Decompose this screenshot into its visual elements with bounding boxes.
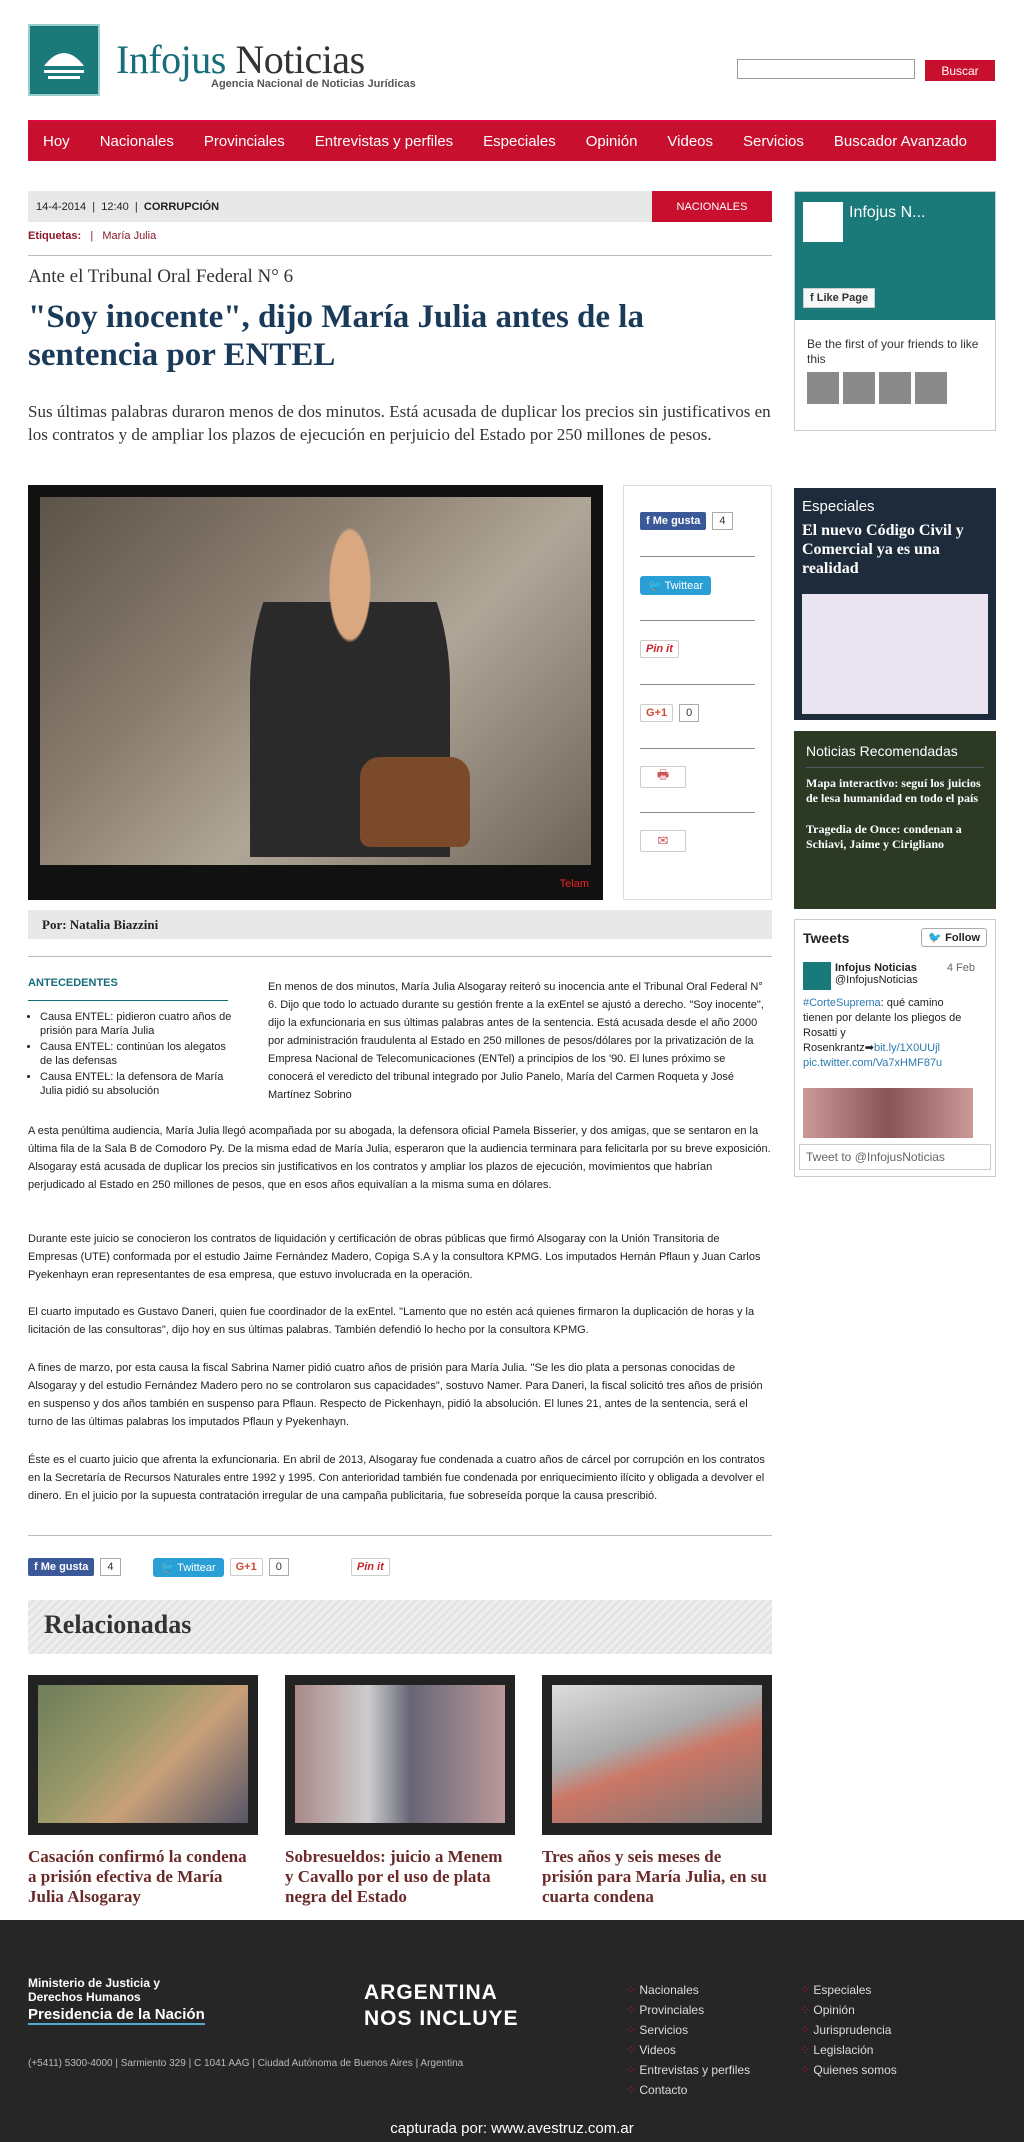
article-date: 14-4-2014 <box>36 200 87 213</box>
twitter-bird-icon: 🐦 <box>648 579 662 592</box>
fb-like-button[interactable]: f Me gusta <box>28 1558 94 1576</box>
body-paragraph: El cuarto imputado es Gustavo Daneri, quien fue coordinador de la exEntel. "Lamento que no estén acá quienes firmaron la duplicación de horas y la licitación de las consultoras", dijo hoy en sus últimas palabras. También defendió lo hecho por la consultora KPMG. <box>28 1306 755 1336</box>
body-paragraph: Durante este juicio se conocieron los contratos de liquidación y certificación de obras públicas que firmó Alsogaray con la Unión Transitoria de Empresas (UTE) conformada por el estudio Jaime Fernández Madero, Copiga S.A y la consultora KPMG. Los imputados Hernán Pflaun y Juan Carlos Pyekenhayn eran representantes de esa empresa, que estuvo involucrada en la operación. <box>28 1233 761 1281</box>
article-time: 12:40 <box>101 200 129 213</box>
tweet-compose-input[interactable]: Tweet to @InfojusNoticias <box>799 1144 991 1170</box>
nav-item-provinciales[interactable]: Provinciales <box>203 132 285 150</box>
related-caption[interactable]: Tres años y seis meses de prisión para María Julia, en su cuarta condena <box>542 1847 767 1906</box>
recomendadas-title: Noticias Recomendadas <box>806 743 958 759</box>
especiales-image[interactable] <box>802 594 988 714</box>
nav-item-hoy[interactable]: Hoy <box>43 132 70 150</box>
nav-item-buscador[interactable]: Buscador Avanzado <box>833 132 968 150</box>
nav-item-nacionales[interactable]: Nacionales <box>99 132 174 150</box>
article-meta-bar: 14-4-2014 | 12:40 | CORRUPCIÓN NACIONALES <box>28 191 772 222</box>
site-footer <box>0 1920 1024 2142</box>
related-image <box>295 1685 505 1823</box>
article-photo[interactable] <box>28 485 603 900</box>
related-title: Relacionadas <box>44 1610 192 1639</box>
article-lead: Sus últimas palabras duraron menos de dos minutos. Está acusada de duplicar los precios sin justificativos en los contratos y de ampliar los plazos de ejecución en perjuicio del Estado por 250 millones de pesos. <box>28 402 771 444</box>
facebook-icon: f <box>34 1561 38 1573</box>
related-image <box>552 1685 762 1823</box>
especiales-title: Especiales <box>802 498 875 515</box>
body-paragraph: A esta penúltima audiencia, María Julia llegó acompañada por su abogada, la defensora oficial Pamela Bisserier, y dos amigas, que se sentaron en la última fila de la Sala B de Comodoro Py. De la misma edad de María Julia, esperaron que la audiencia terminara para felicitarla por su breve exposición. Alsogaray está acusada de duplicar los precios sin justificativos en los contratos y ampliar los plazos de ejecución, movimientos que habrían perjudicado al Estado en 250 millones de pesos, que en esos años equivalían a la misma suma en dólares. <box>28 1125 771 1191</box>
section-badge[interactable]: NACIONALES <box>652 191 772 222</box>
twitter-bird-icon: 🐦 <box>928 932 943 944</box>
twitter-widget <box>794 919 996 1177</box>
article-pretitle: Ante el Tribunal Oral Federal N° 6 <box>28 266 294 287</box>
fb-like-count: 4 <box>712 512 732 530</box>
antecedente-link[interactable]: • Causa ENTEL: la defensora de María Julia pidió su absolución <box>40 1070 240 1098</box>
related-caption[interactable]: Sobresueldos: juicio a Menem y Cavallo por el uso de plata negra del Estado <box>285 1847 503 1906</box>
bottom-share-bar <box>28 1556 390 1578</box>
facebook-icon: f <box>810 292 814 304</box>
antecedentes-list <box>28 1010 240 1100</box>
footer-link[interactable]: ⁘ Entrevistas y perfiles <box>626 2060 750 2080</box>
body-paragraph: En menos de dos minutos, María Julia Alsogaray reiteró su inocencia ante el Tribunal Oral Federal N° 6. Dijo que todo lo actuado durante su gestión frente a la exEntel se ajustó a derecho. "Soy inocente", dijo la exfuncionaria en sus últimas palabras antes de la sentencia. Está acusada desde el año 2000 por administración fraudulenta al Estado en 250 millones de pesos/dólares por la privatización de la Empresa Nacional de Telecomunicaciones (ENTel) a principios de los '90. El lunes próximo se conocerá el veredicto del tribunal integrado por Julio Panelo, María del Carmen Roqueta y José Martínez Sobrino <box>268 981 764 1101</box>
footer-link[interactable]: ⁘ Contacto <box>626 2080 750 2100</box>
divider <box>28 255 772 256</box>
article-byline: Por: Natalia Biazzini <box>28 910 772 939</box>
especiales-box <box>794 488 996 720</box>
facebook-page-widget <box>794 191 996 431</box>
fb-page-title[interactable]: Infojus N... <box>849 204 926 221</box>
search-button[interactable]: Buscar <box>925 60 995 81</box>
tweet-button[interactable]: 🐦 Twittear <box>640 576 711 595</box>
footer-link[interactable]: ⁘ Especiales <box>800 1980 897 2000</box>
footer-link[interactable]: ⁘ Videos <box>626 2040 750 2060</box>
logo-emblem-icon <box>28 24 100 96</box>
footer-link[interactable]: ⁘ Nacionales <box>626 1980 750 2000</box>
nav-item-opinion[interactable]: Opinión <box>585 132 638 150</box>
article-topic[interactable]: CORRUPCIÓN <box>143 200 220 213</box>
fb-page-avatar <box>803 202 843 242</box>
facebook-icon: f <box>646 515 650 527</box>
fb-friend-thumbs <box>807 372 947 404</box>
fb-like-count: 4 <box>100 1558 120 1576</box>
brand-tagline: Agencia Nacional de Noticias Jurídicas <box>211 78 416 90</box>
tweet-handle[interactable]: @InfojusNoticias <box>835 974 918 986</box>
related-image <box>38 1685 248 1823</box>
article-headline: "Soy inocente", dijo María Julia antes de la sentencia por ENTEL <box>28 299 644 373</box>
photo-image <box>40 497 591 865</box>
gplus-count: 0 <box>679 704 699 722</box>
footer-links-col2 <box>800 1980 897 2080</box>
antecedentes-title: ANTECEDENTES <box>28 977 118 989</box>
especiales-item[interactable]: El nuevo Código Civil y Comercial ya es una realidad <box>802 522 964 577</box>
footer-link[interactable]: ⁘ Provinciales <box>626 2000 750 2020</box>
nav-item-entrevistas[interactable]: Entrevistas y perfiles <box>314 132 454 150</box>
search-input[interactable] <box>737 59 915 79</box>
footer-address: (+5411) 5300-4000 | Sarmiento 329 | C 1041 AAG | Ciudad Autónoma de Buenos Aires | Argentina <box>28 2058 464 2069</box>
footer-link[interactable]: ⁘ Legislación <box>800 2040 897 2060</box>
gplus-count: 0 <box>269 1558 289 1576</box>
footer-link[interactable]: ⁘ Opinión <box>800 2000 897 2020</box>
pinit-button[interactable]: Pin it <box>640 640 679 658</box>
tag-link[interactable]: María Julia <box>102 230 157 242</box>
brand-name: Infojus Noticias <box>116 37 365 82</box>
antecedente-link[interactable]: • Causa ENTEL: continúan los alegatos de las defensas <box>40 1040 240 1068</box>
tweet-button[interactable]: 🐦 Twittear <box>153 1558 224 1577</box>
footer-ministry: Ministerio de Justicia y Derechos Humanos <box>28 1976 161 2004</box>
recomendada-item[interactable]: Tragedia de Once: condenan a Schiavi, Jaime y Cirigliano <box>806 822 962 851</box>
related-card[interactable] <box>28 1675 258 1907</box>
fb-friends-text: Be the first of your friends to like this <box>807 337 979 366</box>
fb-like-button[interactable]: f Me gusta <box>640 512 706 530</box>
email-icon[interactable]: ✉ <box>640 830 686 852</box>
related-caption[interactable]: Casación confirmó la condena a prisión efectiva de María Julia Alsogaray <box>28 1847 247 1906</box>
tweet-avatar[interactable] <box>803 962 831 990</box>
pinit-button[interactable]: Pin it <box>351 1558 390 1576</box>
main-nav <box>28 120 996 161</box>
tweets-title: Tweets <box>803 930 850 946</box>
tweet-date[interactable]: 4 Feb <box>946 962 975 974</box>
related-card[interactable] <box>542 1675 772 1907</box>
recomendadas-box <box>794 731 996 909</box>
nav-item-videos[interactable]: Videos <box>667 132 714 150</box>
tweet-name[interactable]: Infojus Noticias <box>835 962 917 974</box>
footer-link[interactable]: ⁘ Quienes somos <box>800 2060 897 2080</box>
related-card[interactable] <box>285 1675 515 1907</box>
tags-label: Etiquetas: <box>28 230 82 242</box>
tags-row: Etiquetas: | María Julia <box>28 230 157 242</box>
footer-links-col1 <box>626 1980 750 2100</box>
photo-credit: Telam <box>559 878 589 890</box>
body-paragraph: A fines de marzo, por esta causa la fiscal Sabrina Namer pidió cuatro años de prisión para María Julia. "Se les dio plata a personas conocidas de Alsogaray y del estudio Fernández Madero pero no se controlaron sus capacidades", sostuvo Namer. Para Daneri, la fiscal solicitó tres años de prisión en suspenso y dos años también en suspenso para Pflaun. Respecto de Pickenhayn, pidió la absolución. El lunes 21, antes de la sentencia, será el turno de las últimas palabras los imputados Pflaun y Pyekenhayn. <box>28 1362 763 1428</box>
nav-item-servicios[interactable]: Servicios <box>743 132 804 150</box>
twitter-bird-icon: 🐦 <box>160 1561 175 1574</box>
footer-link[interactable]: ⁘ Jurisprudencia <box>800 2020 897 2040</box>
footer-presidency: Presidencia de la Nación <box>28 2006 205 2023</box>
body-paragraph: Éste es el cuarto juicio que afrenta la exfuncionaria. En abril de 2013, Alsogaray fue condenada a cuatro años de cárcel por corrupción en los contratos en la Secretaría de Recursos Naturales entre 1992 y 1995. Con anterioridad también fue condenada por enriquecimiento ilícito y obligada a devolver el dinero. En el juicio por la supuesta contratación irregular de una campaña publicitaria, fue sobreseída porque la causa prescribió. <box>28 1454 765 1502</box>
share-column <box>623 485 772 900</box>
site-logo[interactable] <box>28 24 416 100</box>
gplus-button[interactable]: G+1 <box>640 704 673 722</box>
gplus-button[interactable]: G+1 <box>230 1558 263 1576</box>
capture-credit: capturada por: www.avestruz.com.ar <box>390 2120 634 2137</box>
antecedente-link[interactable]: • Causa ENTEL: pidieron cuatro años de prisión para María Julia <box>40 1010 240 1038</box>
print-icon[interactable]: 🖶 <box>640 766 686 788</box>
footer-link[interactable]: ⁘ Servicios <box>626 2020 750 2040</box>
footer-slogan: ARGENTINA NOS INCLUYE <box>364 1981 519 2030</box>
recomendada-item[interactable]: Mapa interactivo: seguí los juicios de lesa humanidad en todo el país <box>806 776 981 805</box>
follow-button[interactable]: 🐦 Follow <box>921 928 987 947</box>
tweet-text: #CorteSuprema: qué camino tienen por delante los pliegos de Rosatti y Rosenkrantz➡bit.ly/1X0UUjl pic.twitter.com/Va7xHMF87u <box>803 997 962 1069</box>
tweet-image[interactable] <box>803 1088 973 1138</box>
fb-like-page-button[interactable]: f Like Page <box>803 288 875 308</box>
nav-item-especiales[interactable]: Especiales <box>483 132 556 150</box>
